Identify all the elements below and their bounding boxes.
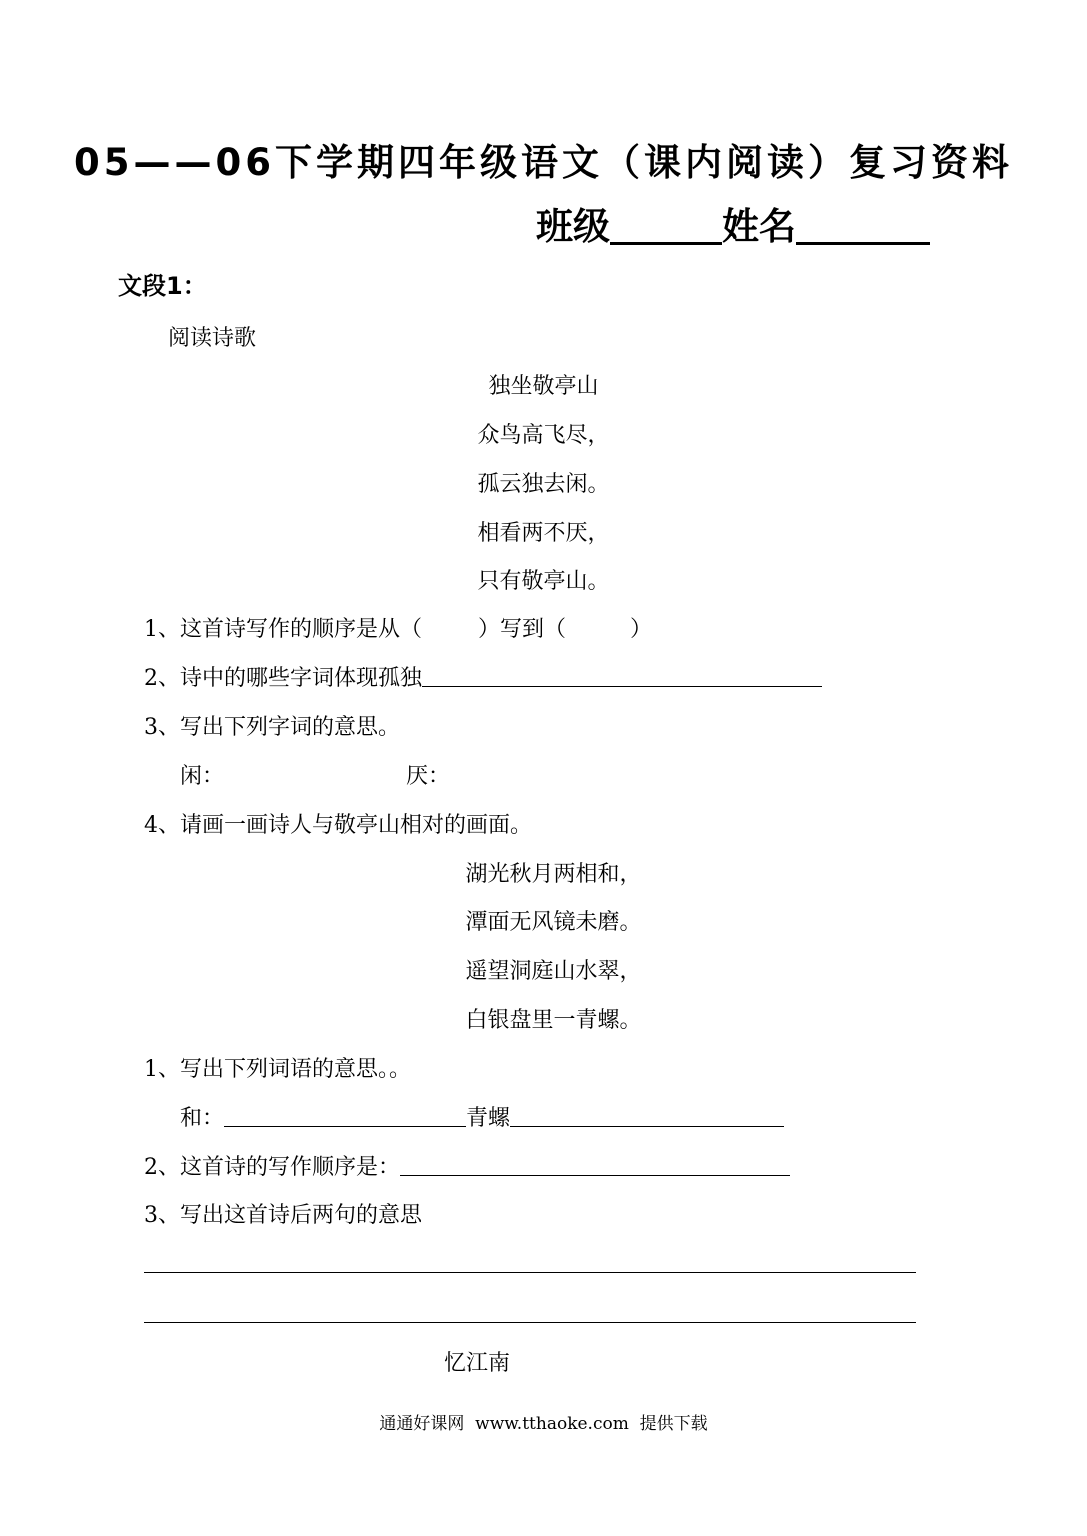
poem1-line: 相看两不厌， [477,521,610,546]
poem1-line: 孤云独去闲。 [477,472,610,497]
next-poem-title: 忆江南 [444,1351,511,1376]
poem1-line: 只有敬亭山。 [477,569,610,594]
poem2-line: 湖光秋月两相和， [465,862,642,887]
q3-item-yan: 厌： [406,764,451,789]
answer-blank[interactable] [510,1104,784,1127]
poem2-line: 白银盘里一青螺。 [465,1008,642,1033]
poem2-line: 潭面无风镜未磨。 [465,910,642,935]
class-name-line [536,196,930,250]
poem2-question-1-items [180,1104,784,1134]
answer-blank[interactable] [224,1104,466,1127]
answer-line[interactable] [144,1322,916,1323]
poem2-line: 遥望洞庭山水翠， [465,959,642,984]
question-3: 3、写出下列字词的意思。 [144,715,400,740]
question-2-text: 2、诗中的哪些字词体现孤独 [144,666,422,691]
question-2 [144,664,822,694]
answer-blank[interactable] [400,1153,790,1176]
item-he: 和： [180,1106,225,1131]
reading-intro: 阅读诗歌 [168,326,257,351]
name-label: 姓名 [722,205,796,248]
section-heading: 文段1： [118,272,207,300]
class-label: 班级 [536,205,610,248]
poem1-title: 独坐敬亭山 [488,374,599,399]
question-1-part-c: ） [630,617,653,642]
question-1-part-b: ）写到（ [478,617,567,642]
question-1 [144,615,652,645]
class-blank [610,208,722,245]
footer-watermark: 通通好课网 www.tthaoke.com 提供下载 [379,1414,708,1434]
poem1-line: 众鸟高飞尽， [477,423,610,448]
poem2-question-1: 1、写出下列词语的意思。。 [144,1057,411,1082]
poem2-question-2 [144,1153,790,1183]
question-4: 4、请画一画诗人与敬亭山相对的画面。 [144,813,532,838]
item-qingluo: 青螺 [466,1106,511,1131]
page-title: 05——06下学期四年级语文（课内阅读）复习资料 [74,141,1013,184]
q3-item-xian: 闲： [180,764,225,789]
poem2-question-3: 3、写出这首诗后两句的意思 [144,1203,422,1228]
question-1-part-a: 1、这首诗写作的顺序是从（ [144,617,422,642]
answer-line[interactable] [144,1272,916,1273]
poem2-question-2-text: 2、这首诗的写作顺序是： [144,1155,400,1180]
answer-blank[interactable] [422,664,822,687]
name-blank [796,208,930,245]
